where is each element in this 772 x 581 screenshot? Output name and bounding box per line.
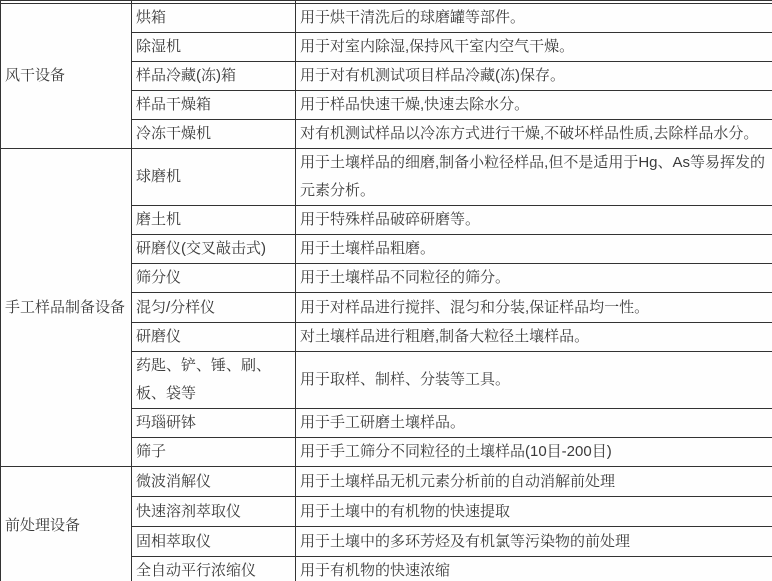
equipment-name-cell: 球磨机 [132, 149, 296, 206]
equipment-name-cell: 研磨仪(交叉敲击式) [132, 235, 296, 264]
equipment-desc-cell: 用于对样品进行搅拌、混匀和分装,保证样品均一性。 [296, 293, 772, 323]
equipment-desc-cell: 用于样品快速干燥,快速去除水分。 [296, 91, 772, 120]
equipment-desc-cell: 用于土壤样品无机元素分析前的自动消解前处理 [296, 467, 772, 497]
equipment-name-cell: 全自动平行浓缩仪 [132, 557, 296, 581]
equipment-name-cell: 筛分仪 [132, 264, 296, 293]
equipment-name-cell: 筛子 [132, 438, 296, 467]
equipment-desc-cell: 用于土壤中的多环芳烃及有机氯等污染物的前处理 [296, 527, 772, 557]
category-cell: 前处理设备 [1, 467, 132, 581]
category-cell: 手工样品制备设备 [1, 149, 132, 467]
equipment-desc-cell: 用于手工筛分不同粒径的土壤样品(10目-200目) [296, 438, 772, 467]
equipment-desc-cell: 用于对室内除湿,保持风干室内空气干燥。 [296, 33, 772, 62]
category-cell: 风干设备 [1, 4, 132, 149]
equipment-name-cell: 药匙、铲、锤、刷、板、袋等 [132, 352, 296, 409]
equipment-desc-cell: 用于对有机测试项目样品冷藏(冻)保存。 [296, 62, 772, 91]
equipment-name-cell: 微波消解仪 [132, 467, 296, 497]
equipment-desc-cell: 用于特殊样品破碎研磨等。 [296, 206, 772, 235]
equipment-desc-cell: 用于土壤样品粗磨。 [296, 235, 772, 264]
equipment-desc-cell: 对有机测试样品以冷冻方式进行干燥,不破坏样品性质,去除样品水分。 [296, 120, 772, 149]
equipment-desc-cell: 用于土壤中的有机物的快速提取 [296, 497, 772, 527]
equipment-name-cell: 烘箱 [132, 4, 296, 33]
equipment-name-cell: 样品冷藏(冻)箱 [132, 62, 296, 91]
equipment-name-cell: 快速溶剂萃取仪 [132, 497, 296, 527]
table-row [1, 467, 772, 497]
equipment-name-cell: 除湿机 [132, 33, 296, 62]
equipment-desc-cell: 用于取样、制样、分装等工具。 [296, 352, 772, 409]
equipment-desc-cell: 用于土壤样品的细磨,制备小粒径样品,但不是适用于Hg、As等易挥发的元素分析。 [296, 149, 772, 206]
equipment-name-cell: 样品干燥箱 [132, 91, 296, 120]
equipment-desc-cell: 用于有机物的快速浓缩 [296, 557, 772, 581]
equipment-desc-cell: 用于手工研磨土壤样品。 [296, 409, 772, 438]
equipment-name-cell: 磨土机 [132, 206, 296, 235]
equipment-name-cell: 研磨仪 [132, 323, 296, 352]
equipment-name-cell: 冷冻干燥机 [132, 120, 296, 149]
equipment-name-cell: 玛瑙研钵 [132, 409, 296, 438]
equipment-name-cell: 固相萃取仪 [132, 527, 296, 557]
table-row [1, 4, 772, 33]
equipment-name-cell: 混匀/分样仪 [132, 293, 296, 323]
table-row [1, 149, 772, 206]
equipment-desc-cell: 用于烘干清洗后的球磨罐等部件。 [296, 4, 772, 33]
equipment-desc-cell: 用于土壤样品不同粒径的筛分。 [296, 264, 772, 293]
equipment-desc-cell: 对土壤样品进行粗磨,制备大粒径土壤样品。 [296, 323, 772, 352]
